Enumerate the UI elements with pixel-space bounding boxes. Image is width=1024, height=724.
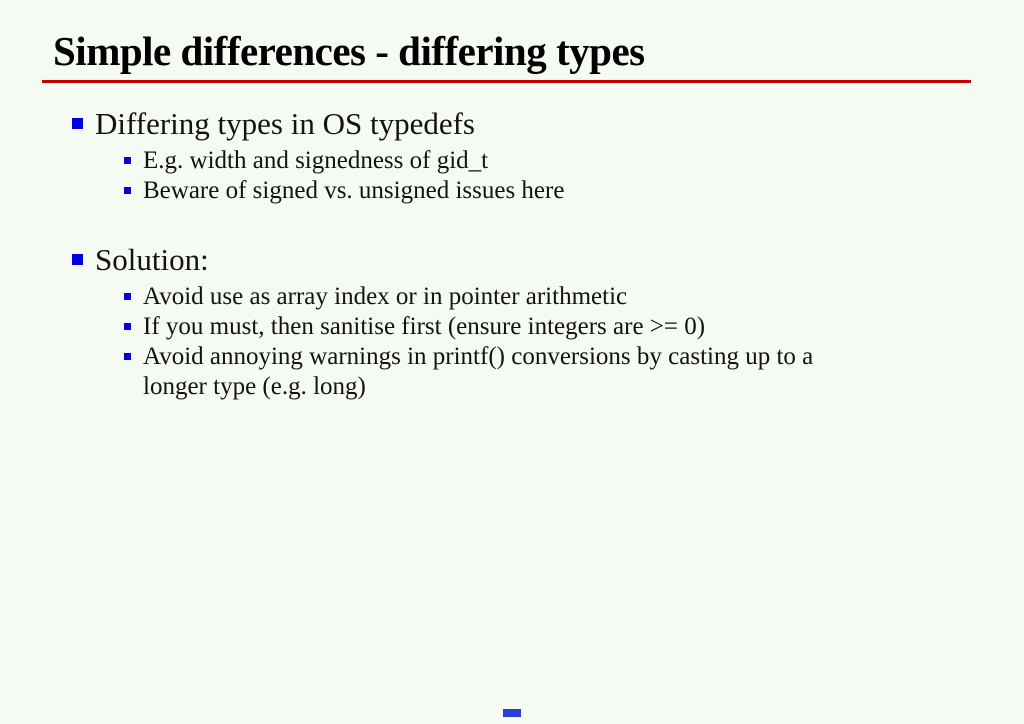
bullet-item-level2 (124, 342, 984, 402)
square-bullet-icon (72, 118, 83, 129)
bullet-item-label: Avoid use as array index or in pointer arithmetic (143, 283, 628, 310)
bullet-item-level1 (72, 240, 984, 280)
square-bullet-icon (124, 157, 131, 164)
bullet-item-label: If you must, then sanitise first (ensure integers are >= 0) (143, 313, 706, 340)
sub-bullet-list (124, 282, 984, 402)
bullet-section-solution (72, 240, 984, 402)
square-bullet-icon (72, 254, 83, 265)
bullet-item-level2 (124, 146, 984, 176)
title-underline-rule (42, 80, 971, 83)
bullet-item-label: Avoid annoying warnings in printf() conversions by casting up to a longer type (e.g. long) (143, 343, 814, 400)
bullet-item-label: Beware of signed vs. unsigned issues here (143, 177, 565, 204)
bullet-item-level2 (124, 312, 984, 342)
bullet-item-label: E.g. width and signedness of gid_t (143, 147, 489, 174)
bullet-item-level1 (72, 104, 984, 144)
bullet-section-differing-types (72, 104, 984, 206)
bullet-item-label: Differing types in OS typedefs (95, 106, 475, 141)
square-bullet-icon (124, 293, 131, 300)
square-bullet-icon (124, 353, 131, 360)
bullet-item-level2 (124, 282, 984, 312)
slide-progress-marker (503, 709, 521, 717)
bullet-item-label: Solution: (95, 242, 209, 277)
square-bullet-icon (124, 187, 131, 194)
sub-bullet-list (124, 146, 984, 206)
square-bullet-icon (124, 323, 131, 330)
slide-body (72, 104, 984, 402)
slide-title: Simple differences - differing types (53, 28, 645, 74)
bullet-item-level2 (124, 176, 984, 206)
